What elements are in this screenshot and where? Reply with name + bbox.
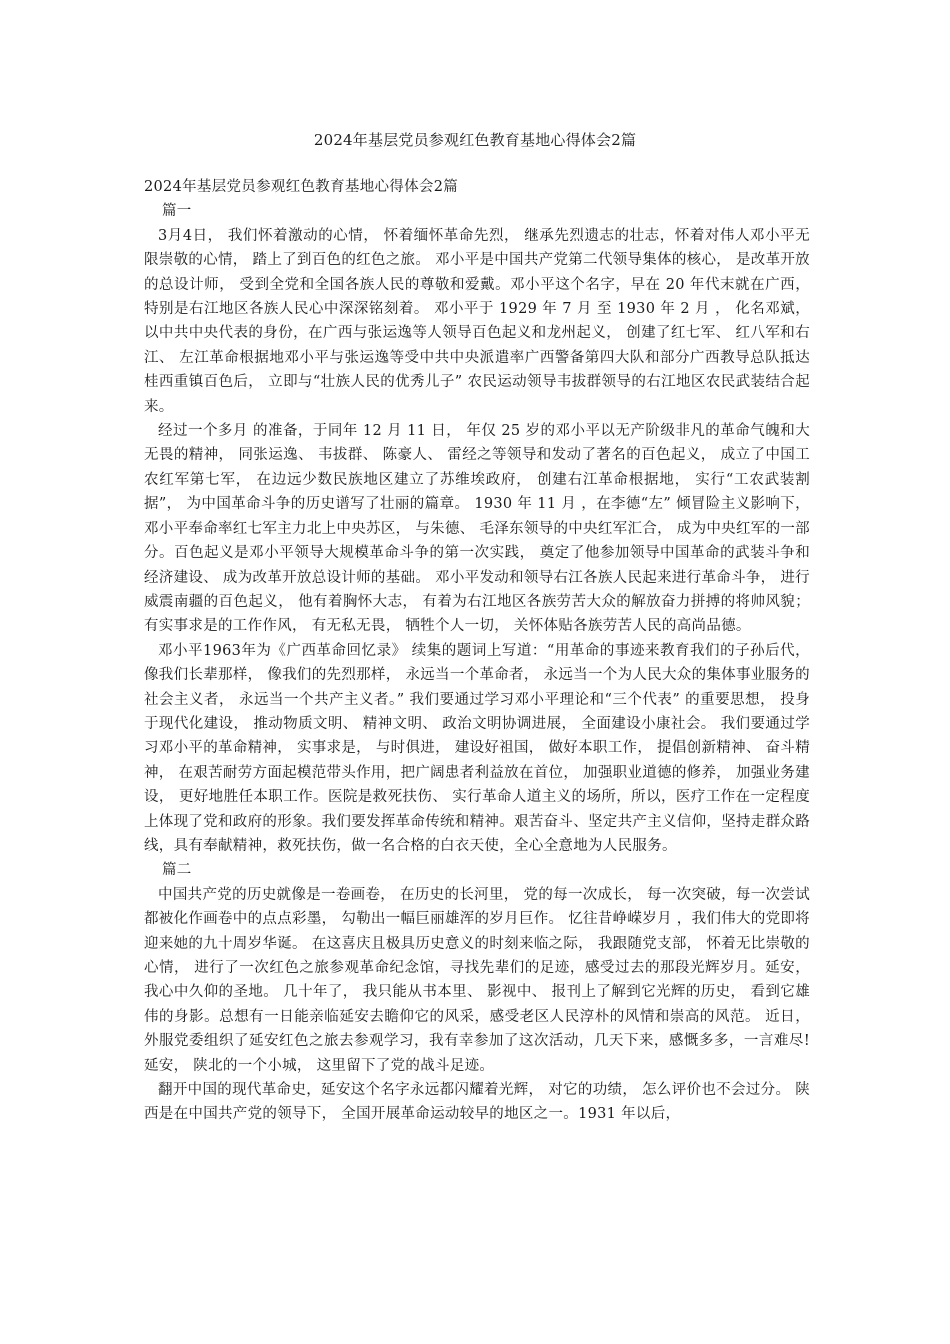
paragraph: 3月4日， 我们怀着激动的心情， 怀着缅怀革命先烈， 继承先烈遗志的壮志，怀着对伟人邓小平无限崇敬的心情， 踏上了到百色的红色之旅。 邓小平是中国共产党第二代领导集体的核心， 是改革开放的总设计师， 受到全党和全国各族人民的尊敬和爱戴。邓小平这个名字，早在 20 年代末就在广西， 特别是右江地区各族人民心中深深铭刻着。 邓小平于 1929 年 7 月 至 1930 年 2 月 ， 化名邓斌， 以中共中央代表的身份，在广西与张运逸等人领导百色起义和龙州起义， 创建了红七军、 红八军和右江、 左江革命根据地邓小平与张运逸等受中共中央派遣率广西警备第四大队和部分广西教导总队抵达桂西重镇百色后， 立即与“壮族人民的优秀儿子” 农民运动领导韦拔群领导的右江地区农民武装结合起来。	[144, 227, 810, 415]
paragraph: 翻开中国的现代革命史，延安这个名字永远都闪耀着光辉， 对它的功绩， 怎么评价也不会过分。 陕西是在中国共产党的领导下， 全国开展革命运动较早的地区之一。1931 年以后，	[144, 1082, 810, 1123]
paragraph: 中国共产党的历史就像是一卷画卷， 在历史的长河里， 党的每一次成长， 每一次突破，每一次尝试都被化作画卷中的点点彩墨， 勾勒出一幅巨丽雄浑的岁月巨作。 忆往昔峥嵘岁月 ，我们伟大的党即将迎来她的九十周岁华诞。 在这喜庆且极具历史意义的时刻来临之际， 我跟随党支部， 怀着无比崇敬的心情， 进行了一次红色之旅参观革命纪念馆，寻找先辈们的足迹，感受过去的那段光辉岁月。延安， 我心中久仰的圣地。 几十年了， 我只能从书本里、 影视中、 报刊上了解到它光辉的历史， 看到它雄伟的身影。总想有一日能亲临延安去瞻仰它的风采，感受老区人民淳朴的风情和崇高的风范。 近日， 外服党委组织了延安红色之旅去参观学习，我有幸参加了这次活动，几天下来，感慨多多，一言难尽!延安， 陕北的一个小城， 这里留下了党的战斗足迹。	[144, 886, 810, 1074]
paragraph: 经过一个多月 的准备，于同年 12 月 11 日， 年仅 25 岁的邓小平以无产阶级非凡的革命气魄和大无畏的精神， 同张运逸、 韦拔群、 陈豪人、 雷经之等领导和发动了著名的百色起义， 成立了中国工农红军第七军， 在边远少数民族地区建立了苏维埃政府， 创建右江革命根据地， 实行“工农武装割据”， 为中国革命斗争的历史谱写了壮丽的篇章。 1930 年 11 月 ，在李德“左” 倾冒险主义影响下， 邓小平奉命率红七军主力北上中央苏区， 与朱德、 毛泽东领导的中央红军汇合， 成为中央红军的一部分。百色起义是邓小平领导大规模革命斗争的第一次实践， 奠定了他参加领导中国革命的武装斗争和经济建设、 成为改革开放总设计师的基础。 邓小平发动和领导右江各族人民起来进行革命斗争， 进行威震南疆的百色起义， 他有着胸怀大志， 有着为右江地区各族劳苦大众的解放奋力拼搏的将帅风貌； 有实事求是的工作作风， 有无私无畏， 牺牲个人一切， 关怀体贴各族劳苦人民的高尚品德。	[144, 423, 810, 635]
document-title: 2024年基层党员参观红色教育基地心得体会2篇	[313, 131, 637, 149]
paragraph: 邓小平1963年为《广西革命回忆录》 续集的题词上写道：“用革命的事迹来教育我们的子孙后代， 像我们长辈那样， 像我们的先烈那样， 永远当一个革命者， 永远当一个为人民大众的集体事业服务的社会主义者， 永远当一个共产主义者。” 我们要通过学习邓小平理论和“三个代表” 的重要思想， 投身于现代化建设， 推动物质文明、 精神文明、 政治文明协调进展， 全面建设小康社会。 我们要通过学习邓小平的革命精神， 实事求是， 与时俱进， 建设好祖国， 做好本职工作， 提倡创新精神、 奋斗精神， 在艰苦耐劳方面起模范带头作用，把广阔患者利益放在首位， 加强职业道德的修养， 加强业务建设， 更好地胜任本职工作。医院是救死扶伤、 实行革命人道主义的场所，所以，医疗工作在一定程度上体现了党和政府的形象。我们要发挥革命传统和精神。艰苦奋斗、坚定共产主义信仰，坚持走群众路线，具有奉献精神，救死扶伤，做一名合格的白衣天使，全心全意地为人民服务。	[144, 642, 810, 854]
section-heading-1: 篇一	[162, 203, 192, 220]
document-body	[144, 175, 810, 1127]
section-heading-2: 篇二	[162, 862, 192, 879]
document-subtitle: 2024年基层党员参观红色教育基地心得体会2篇	[144, 179, 459, 195]
